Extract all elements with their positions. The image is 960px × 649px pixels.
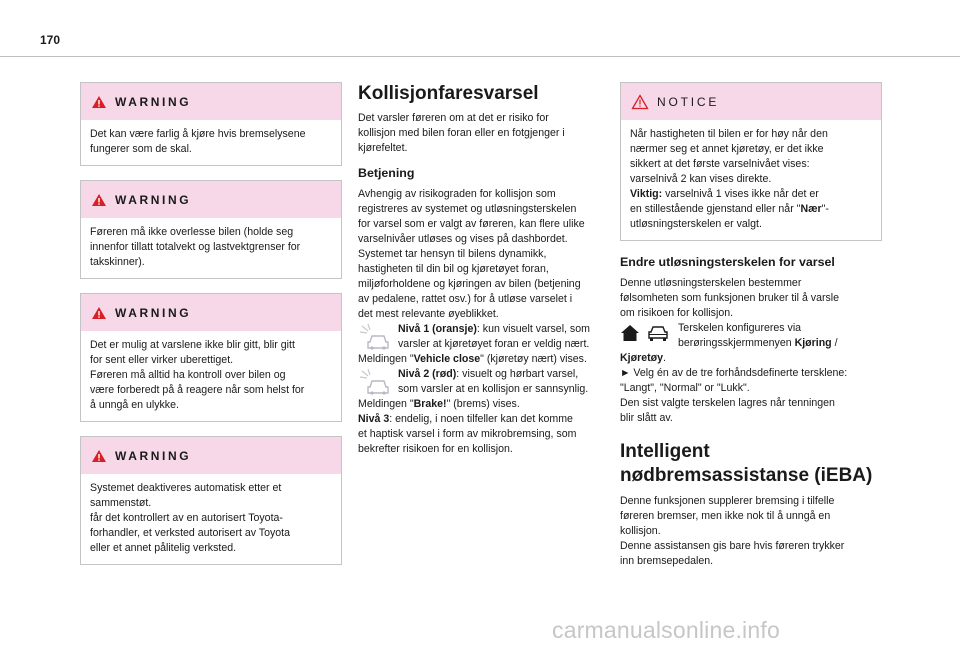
text-line: sammenstøt. xyxy=(90,497,152,509)
text-line: kollisjon med bilen foran eller en fotgjenger i xyxy=(358,127,565,139)
text-line: Den sist valgte terskelen lagres når tenningen xyxy=(620,397,835,409)
notice-text xyxy=(621,120,881,240)
menu-name: Kjøring xyxy=(794,337,832,349)
text-line: Intelligent xyxy=(620,441,710,462)
threshold-steps xyxy=(620,351,882,426)
text-fragment: varselnivå 1 vises ikke når det er xyxy=(662,188,819,200)
text-line: innenfor tillatt totalvekt og lastvektgrenser for xyxy=(90,241,301,253)
text-line: Systemet tar hensyn til bilens dynamikk, xyxy=(358,248,547,260)
text-line: for varsel som er valgt av føreren, kan flere ulike xyxy=(358,218,585,230)
text-line: bekrefter risikoen for en kollisjon. xyxy=(358,443,513,455)
car-icon xyxy=(646,323,670,343)
text-line: et haptisk varsel i form av mikrobremsing, som xyxy=(358,428,577,440)
text-fragment: Meldingen " xyxy=(358,398,414,410)
text-line: om risikoen for kollisjon. xyxy=(620,307,734,319)
text-fragment: " (brems) vises. xyxy=(446,398,520,410)
subsection-title: Betjening xyxy=(358,166,415,180)
level-1-message xyxy=(358,352,620,367)
text-line: hastigheten til din bil og kjøretøyet foran, xyxy=(358,263,549,275)
top-divider xyxy=(0,56,960,57)
warning-title: WARNING xyxy=(115,94,192,109)
page-number: 170 xyxy=(40,33,61,47)
warning-text xyxy=(81,331,341,421)
text-line: ► Velg én av de tre forhåndsdefinerte tersklene: xyxy=(620,367,848,379)
collision-alert-level2-icon xyxy=(358,367,394,397)
text-line: følsomheten som funksjonen bruker til å varsle xyxy=(620,292,840,304)
text-line: Denne utløsningsterskelen bestemmer xyxy=(620,277,802,289)
section-title: Kollisjonfaresvarsel xyxy=(358,83,539,104)
text-fragment: . xyxy=(662,352,666,364)
text-line: miljøforholdene og kjøringen av bilen (betjening xyxy=(358,278,581,290)
text-line: Det kan være farlig å kjøre hvis bremselysene xyxy=(90,128,306,140)
warning-text xyxy=(81,120,341,165)
collision-alert-level1-icon xyxy=(358,322,394,352)
level-2-text: : visuelt og hørbart varsel, xyxy=(456,368,579,380)
level-1-label: Nivå 1 (oransje) xyxy=(398,323,477,335)
notice-triangle-icon xyxy=(631,94,649,110)
text-line: takskinner). xyxy=(90,256,145,268)
home-icon xyxy=(620,324,640,342)
level-2-label: Nivå 2 (rød) xyxy=(398,368,457,380)
menu-name: Kjøretøy xyxy=(620,352,663,364)
text-line: Terskelen konfigureres via xyxy=(678,322,802,334)
text-line: det mest relevante øyeblikket. xyxy=(358,308,499,320)
text-line: forhandler, et verksted autorisert av Toyota xyxy=(90,527,291,539)
text-line: Avhengig av risikograden for kollisjon som xyxy=(358,188,556,200)
text-line: for sent eller virker uberettiget. xyxy=(90,354,234,366)
text-line: føreren bremser, men ikke nok til å unngå en xyxy=(620,510,831,522)
warning-header xyxy=(81,181,341,218)
watermark: carmanualsonline.info xyxy=(552,617,780,643)
text-fragment: / xyxy=(831,337,838,349)
warning-box-2 xyxy=(80,180,342,279)
collision-warning-section xyxy=(358,82,620,457)
text-line: registreres av systemet og utløsningsterskelen xyxy=(358,203,577,215)
threshold-intro xyxy=(620,276,882,321)
notice-box xyxy=(620,82,882,241)
text-line: som varsler at en kollisjon er sannsynlig. xyxy=(398,383,589,395)
warning-triangle-icon xyxy=(91,95,107,109)
threshold-name: Nær xyxy=(800,203,822,215)
iEBA-section-title xyxy=(620,440,882,488)
warning-box-1 xyxy=(80,82,342,166)
text-line: varselnivå 2 kan vises direkte. xyxy=(630,173,772,185)
warning-text xyxy=(81,218,341,278)
notice-header xyxy=(621,83,881,120)
warning-header xyxy=(81,437,341,474)
level-2-row xyxy=(358,367,620,397)
message-name: Brake! xyxy=(413,398,447,410)
text-line: får det kontrollert av en autorisert Toyota- xyxy=(90,512,283,524)
level-1-text: : kun visuelt varsel, som xyxy=(476,323,590,335)
warning-text xyxy=(81,474,341,564)
text-fragment: " (kjøretøy nært) vises. xyxy=(480,353,587,365)
text-line: av pedalene, rattet osv.) for å utløse varselet i xyxy=(358,293,573,305)
text-line: eller et annet pålitelig verksted. xyxy=(90,542,237,554)
text-line: Føreren må ikke overlesse bilen (holde seg xyxy=(90,226,294,238)
text-line: å unngå en ulykke. xyxy=(90,399,179,411)
text-line: "Langt", "Normal" or "Lukk". xyxy=(620,382,750,394)
text-line: Denne funksjonen supplerer bremsing i tilfelle xyxy=(620,495,835,507)
text-line: Det varsler føreren om at det er risiko for xyxy=(358,112,549,124)
text-line: Systemet deaktiveres automatisk etter et xyxy=(90,482,282,494)
text-line: blir slått av. xyxy=(620,412,673,424)
right-column xyxy=(620,82,882,569)
text-fragment: "- xyxy=(821,203,829,215)
text-line: nærmer seg et annet kjøretøy, er det ikke xyxy=(630,143,824,155)
level-3-label: Nivå 3 xyxy=(358,413,390,425)
level-1-row xyxy=(358,322,620,352)
config-icons xyxy=(620,321,670,343)
text-line: utløsningsterskelen er valgt. xyxy=(630,218,762,230)
text-line: kollisjon. xyxy=(620,525,661,537)
text-line: Det er mulig at varslene ikke blir gitt, blir gitt xyxy=(90,339,295,351)
text-line: varsler at kjøretøyet foran er veldig nært. xyxy=(398,338,590,350)
message-name: Vehicle close xyxy=(413,353,481,365)
operation-paragraph xyxy=(358,187,620,322)
notice-title: NOTICE xyxy=(657,94,720,109)
intro-paragraph xyxy=(358,111,620,156)
text-line: være forberedt på å reagere når som helst for xyxy=(90,384,305,396)
iEBA-paragraph xyxy=(620,494,882,569)
text-line: nødbremsassistanse (iEBA) xyxy=(620,465,873,486)
warning-title: WARNING xyxy=(115,305,192,320)
text-fragment: berøringsskjermmenyen xyxy=(678,337,795,349)
text-line: varselnivåer utløses og vises på dashbordet. xyxy=(358,233,568,245)
warning-triangle-icon xyxy=(91,193,107,207)
text-line: Denne assistansen gis bare hvis føreren trykker xyxy=(620,540,845,552)
text-line: Når hastigheten til bilen er for høy når den xyxy=(630,128,828,140)
text-fragment: en stillestående gjenstand eller når " xyxy=(630,203,801,215)
text-line: Føreren må alltid ha kontroll over bilen og xyxy=(90,369,286,381)
text-line: kjørefeltet. xyxy=(358,142,408,154)
warning-title: WARNING xyxy=(115,192,192,207)
warning-header xyxy=(81,294,341,331)
warning-box-3 xyxy=(80,293,342,422)
warnings-column xyxy=(80,82,342,579)
level-2-message xyxy=(358,397,620,457)
text-line: fungerer som de skal. xyxy=(90,143,192,155)
important-label: Viktig: xyxy=(630,188,663,200)
warning-triangle-icon xyxy=(91,449,107,463)
text-line: inn bremsepedalen. xyxy=(620,555,714,567)
text-fragment: Meldingen " xyxy=(358,353,414,365)
warning-header xyxy=(81,83,341,120)
warning-box-4 xyxy=(80,436,342,565)
threshold-section-title: Endre utløsningsterskelen for varsel xyxy=(620,255,835,269)
warning-triangle-icon xyxy=(91,306,107,320)
level-3-text: : endelig, i noen tilfeller kan det komme xyxy=(389,413,573,425)
config-row xyxy=(620,321,882,351)
warning-title: WARNING xyxy=(115,448,192,463)
text-line: sikkert at det første varselnivået vises: xyxy=(630,158,810,170)
